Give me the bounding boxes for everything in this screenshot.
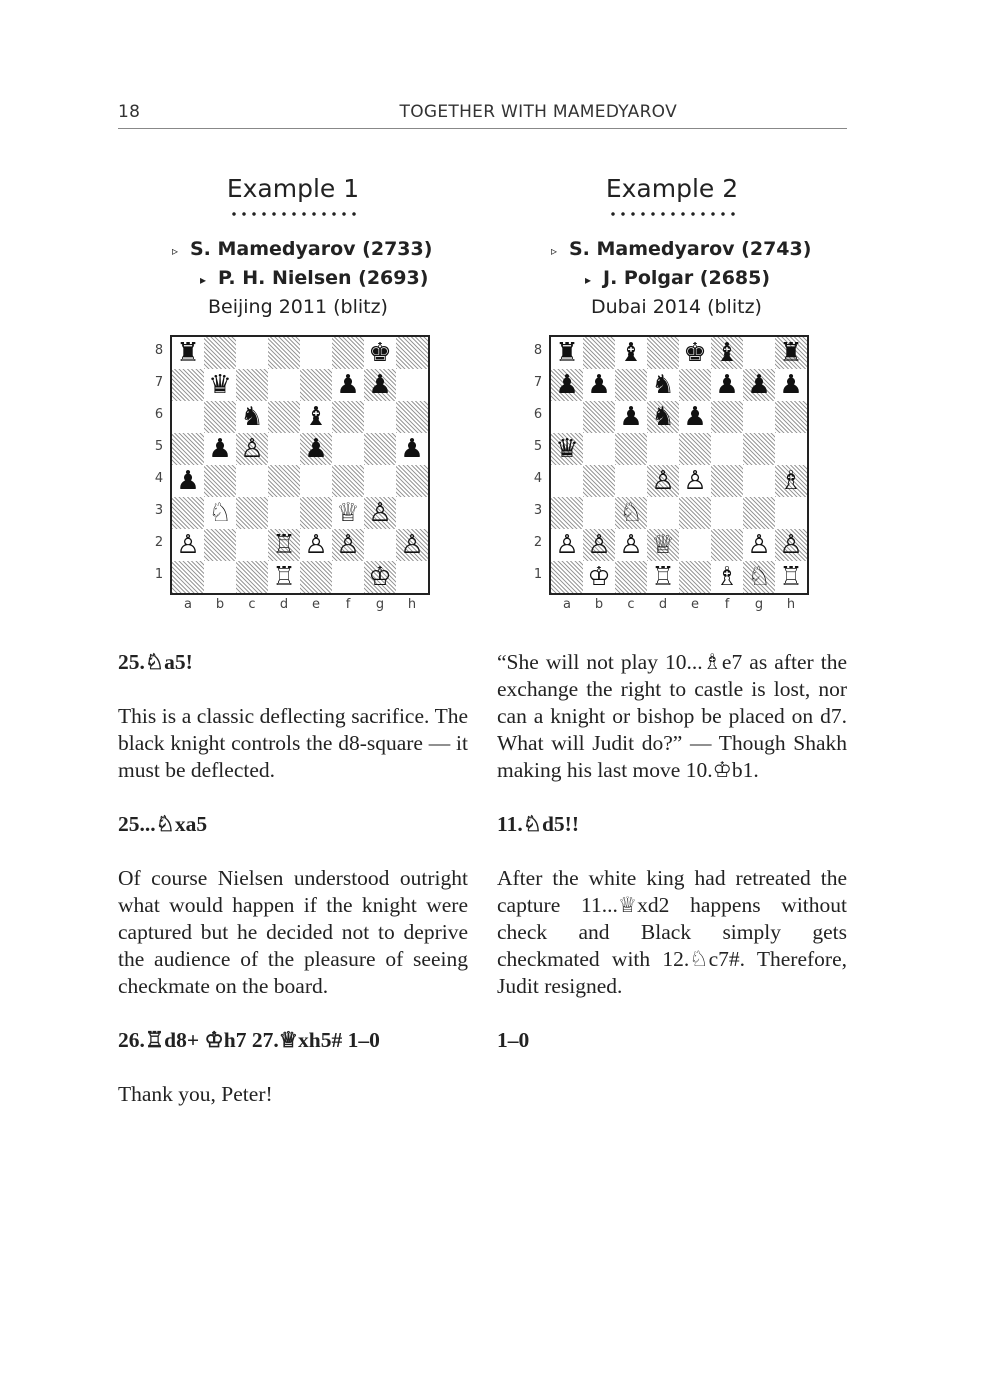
chess-piece-icon: ♙ <box>400 530 424 560</box>
square-d4 <box>647 465 679 497</box>
game-header <box>118 236 468 321</box>
example-title: Example 2 <box>605 174 739 203</box>
file-label: e <box>312 597 320 612</box>
square-e6 <box>679 401 711 433</box>
square-c8 <box>615 337 647 369</box>
square-f3 <box>711 497 743 529</box>
square-g8 <box>364 337 396 369</box>
white-to-move-icon: ▹ <box>551 244 558 258</box>
square-a8 <box>172 337 204 369</box>
rank-label: 2 <box>533 535 543 550</box>
chess-piece-icon: ♟ <box>715 370 739 400</box>
square-c1 <box>615 561 647 593</box>
chess-piece-icon: ♚ <box>368 338 392 368</box>
square-c8 <box>236 337 268 369</box>
square-g6 <box>743 401 775 433</box>
square-c4 <box>236 465 268 497</box>
file-label: c <box>627 597 635 612</box>
square-c6 <box>615 401 647 433</box>
square-b3 <box>204 497 236 529</box>
square-g3 <box>364 497 396 529</box>
square-b5 <box>583 433 615 465</box>
square-g3 <box>743 497 775 529</box>
square-f1 <box>332 561 364 593</box>
chess-piece-icon: ♙ <box>619 530 643 560</box>
square-d6 <box>268 401 300 433</box>
black-marker-icon: ▸ <box>585 273 592 287</box>
square-h5 <box>775 433 807 465</box>
square-c4 <box>615 465 647 497</box>
paragraph: “She will not play 10...♗e7 as after the exchange the right to castle is lost, nor can a knight or bishop be placed on d7. What will Judit do?” — Though Shakh making his last move 10.♔b1. <box>497 650 847 782</box>
square-f6 <box>332 401 364 433</box>
file-label: g <box>754 597 764 612</box>
chess-piece-icon: ♚ <box>683 338 707 368</box>
square-b7 <box>204 369 236 401</box>
black-player: ▸ J. Polgar (2685) <box>551 265 847 294</box>
file-label: d <box>279 597 289 612</box>
square-a4 <box>172 465 204 497</box>
rank-label: 6 <box>533 407 543 422</box>
square-a4 <box>551 465 583 497</box>
square-d8 <box>268 337 300 369</box>
running-header <box>118 100 847 129</box>
square-d2 <box>268 529 300 561</box>
square-g1 <box>743 561 775 593</box>
square-c7 <box>615 369 647 401</box>
square-f1 <box>711 561 743 593</box>
file-label: h <box>407 597 417 612</box>
square-g5 <box>743 433 775 465</box>
square-g8 <box>743 337 775 369</box>
title-dotted-underline <box>229 212 357 216</box>
file-label: d <box>658 597 668 612</box>
chess-piece-icon: ♕ <box>651 530 675 560</box>
square-g2 <box>364 529 396 561</box>
square-c3 <box>615 497 647 529</box>
square-g4 <box>743 465 775 497</box>
chess-board <box>170 335 430 595</box>
square-b8 <box>204 337 236 369</box>
move-line: 1–0 <box>497 1028 530 1052</box>
file-label: a <box>563 597 571 612</box>
square-h6 <box>775 401 807 433</box>
chess-piece-icon: ♖ <box>272 530 296 560</box>
file-labels <box>551 597 807 612</box>
commentary <box>118 649 468 1108</box>
chess-piece-icon: ♙ <box>587 530 611 560</box>
chess-piece-icon: ♟ <box>587 370 611 400</box>
square-b2 <box>583 529 615 561</box>
square-d5 <box>268 433 300 465</box>
square-a3 <box>551 497 583 529</box>
running-title: TOGETHER WITH MAMEDYAROV <box>399 102 677 122</box>
rank-label: 8 <box>154 343 164 358</box>
file-label: f <box>345 597 351 612</box>
chess-piece-icon: ♙ <box>555 530 579 560</box>
square-h2 <box>775 529 807 561</box>
chess-piece-icon: ♔ <box>587 562 611 592</box>
square-b6 <box>204 401 236 433</box>
chess-piece-icon: ♝ <box>619 338 643 368</box>
square-b2 <box>204 529 236 561</box>
chess-diagram <box>118 335 468 625</box>
square-a7 <box>551 369 583 401</box>
square-a3 <box>172 497 204 529</box>
chess-piece-icon: ♝ <box>715 338 739 368</box>
square-g4 <box>364 465 396 497</box>
chess-piece-icon: ♞ <box>240 402 264 432</box>
move-line: 25.♘a5! <box>118 650 193 674</box>
chess-piece-icon: ♟ <box>619 402 643 432</box>
square-b1 <box>204 561 236 593</box>
paragraph: This is a classic deflecting sacrifice. The black knight controls the d8-square — it must be deflected. <box>118 704 468 782</box>
chess-board <box>549 335 809 595</box>
white-player: ▹ S. Mamedyarov (2733) <box>172 236 468 265</box>
square-f5 <box>711 433 743 465</box>
rank-label: 2 <box>154 535 164 550</box>
square-f6 <box>711 401 743 433</box>
square-b7 <box>583 369 615 401</box>
square-h8 <box>775 337 807 369</box>
square-e5 <box>300 433 332 465</box>
square-h4 <box>396 465 428 497</box>
square-h3 <box>396 497 428 529</box>
rank-label: 4 <box>533 471 543 486</box>
paragraph: Thank you, Peter! <box>118 1082 273 1106</box>
chess-piece-icon: ♟ <box>779 370 803 400</box>
rank-label: 1 <box>533 567 543 582</box>
square-e3 <box>679 497 711 529</box>
file-label: g <box>375 597 385 612</box>
square-h8 <box>396 337 428 369</box>
chess-piece-icon: ♙ <box>747 530 771 560</box>
square-b8 <box>583 337 615 369</box>
file-label: h <box>786 597 796 612</box>
square-h3 <box>775 497 807 529</box>
move-line: 26.♖d8+ ♔h7 27.♕xh5# 1–0 <box>118 1028 380 1052</box>
chess-piece-icon: ♜ <box>176 338 200 368</box>
square-h7 <box>396 369 428 401</box>
square-a6 <box>172 401 204 433</box>
file-label: b <box>215 597 225 612</box>
chess-piece-icon: ♙ <box>683 466 707 496</box>
square-a8 <box>551 337 583 369</box>
square-e4 <box>300 465 332 497</box>
paragraph: Of course Nielsen understood outright what would happen if the knight were captured but he decided not to deprive the audience of the pleasure of seeing checkmate on the board. <box>118 866 468 998</box>
square-c5 <box>236 433 268 465</box>
square-f4 <box>332 465 364 497</box>
square-d5 <box>647 433 679 465</box>
rank-label: 4 <box>154 471 164 486</box>
file-labels <box>172 597 428 612</box>
chess-piece-icon: ♙ <box>779 530 803 560</box>
chess-piece-icon: ♔ <box>368 562 392 592</box>
rank-label: 1 <box>154 567 164 582</box>
chess-piece-icon: ♞ <box>651 370 675 400</box>
square-b4 <box>583 465 615 497</box>
rank-label: 5 <box>154 439 164 454</box>
file-label: a <box>184 597 192 612</box>
square-b5 <box>204 433 236 465</box>
chess-piece-icon: ♝ <box>304 402 328 432</box>
white-player: ▹ S. Mamedyarov (2743) <box>551 236 847 265</box>
chess-piece-icon: ♜ <box>779 338 803 368</box>
square-e6 <box>300 401 332 433</box>
chess-piece-icon: ♟ <box>304 434 328 464</box>
chess-piece-icon: ♙ <box>651 466 675 496</box>
chess-piece-icon: ♖ <box>272 562 296 592</box>
square-f3 <box>332 497 364 529</box>
rank-label: 3 <box>154 503 164 518</box>
square-c2 <box>236 529 268 561</box>
square-a1 <box>551 561 583 593</box>
rank-label: 6 <box>154 407 164 422</box>
file-label: b <box>594 597 604 612</box>
chess-piece-icon: ♘ <box>619 498 643 528</box>
commentary <box>497 649 847 1054</box>
event: Dubai 2014 (blitz) <box>591 296 762 318</box>
square-c6 <box>236 401 268 433</box>
event: Beijing 2011 (blitz) <box>208 296 388 318</box>
chess-piece-icon: ♟ <box>683 402 707 432</box>
square-d7 <box>268 369 300 401</box>
square-c1 <box>236 561 268 593</box>
rank-label: 7 <box>533 375 543 390</box>
move-line: 25...♘xa5 <box>118 812 208 836</box>
square-h1 <box>775 561 807 593</box>
chess-piece-icon: ♟ <box>176 466 200 496</box>
chess-piece-icon: ♞ <box>651 402 675 432</box>
square-e8 <box>300 337 332 369</box>
square-f4 <box>711 465 743 497</box>
square-b1 <box>583 561 615 593</box>
square-e4 <box>679 465 711 497</box>
square-h4 <box>775 465 807 497</box>
square-b4 <box>204 465 236 497</box>
square-f7 <box>332 369 364 401</box>
square-g7 <box>364 369 396 401</box>
chess-piece-icon: ♕ <box>336 498 360 528</box>
chess-piece-icon: ♟ <box>208 434 232 464</box>
chess-diagram <box>497 335 847 625</box>
rank-label: 5 <box>533 439 543 454</box>
title-dotted-underline <box>608 212 736 216</box>
square-a2 <box>551 529 583 561</box>
square-e7 <box>300 369 332 401</box>
file-label: f <box>724 597 730 612</box>
game-header <box>497 236 847 321</box>
square-g1 <box>364 561 396 593</box>
square-a2 <box>172 529 204 561</box>
square-h6 <box>396 401 428 433</box>
square-e3 <box>300 497 332 529</box>
chess-piece-icon: ♙ <box>240 434 264 464</box>
square-e2 <box>300 529 332 561</box>
file-label: c <box>248 597 256 612</box>
square-c3 <box>236 497 268 529</box>
white-to-move-icon: ▹ <box>172 244 179 258</box>
square-f2 <box>711 529 743 561</box>
square-e1 <box>679 561 711 593</box>
square-h5 <box>396 433 428 465</box>
square-d4 <box>268 465 300 497</box>
square-d1 <box>647 561 679 593</box>
rank-label: 7 <box>154 375 164 390</box>
chess-piece-icon: ♙ <box>336 530 360 560</box>
chess-piece-icon: ♟ <box>747 370 771 400</box>
file-label: e <box>691 597 699 612</box>
chess-piece-icon: ♘ <box>747 562 771 592</box>
chess-piece-icon: ♖ <box>779 562 803 592</box>
square-f5 <box>332 433 364 465</box>
paragraph: After the white king had retreated the capture 11...♕xd2 happens without check and Black simply gets checkmated with 12.♘c7#. Therefore, Judit resigned. <box>497 866 847 998</box>
rank-label: 8 <box>533 343 543 358</box>
black-marker-icon: ▸ <box>200 273 207 287</box>
example-1-column <box>118 170 468 1108</box>
square-f7 <box>711 369 743 401</box>
square-a7 <box>172 369 204 401</box>
square-c2 <box>615 529 647 561</box>
square-d6 <box>647 401 679 433</box>
square-d2 <box>647 529 679 561</box>
chess-piece-icon: ♟ <box>336 370 360 400</box>
square-a6 <box>551 401 583 433</box>
chess-piece-icon: ♟ <box>400 434 424 464</box>
square-g2 <box>743 529 775 561</box>
square-g7 <box>743 369 775 401</box>
square-g5 <box>364 433 396 465</box>
rank-label: 3 <box>533 503 543 518</box>
chess-piece-icon: ♜ <box>555 338 579 368</box>
chess-piece-icon: ♟ <box>555 370 579 400</box>
black-player: ▸ P. H. Nielsen (2693) <box>172 265 468 294</box>
example-title: Example 1 <box>226 174 360 203</box>
chess-piece-icon: ♗ <box>779 466 803 496</box>
chess-piece-icon: ♙ <box>304 530 328 560</box>
square-e1 <box>300 561 332 593</box>
square-d3 <box>268 497 300 529</box>
square-d7 <box>647 369 679 401</box>
square-c7 <box>236 369 268 401</box>
square-c5 <box>615 433 647 465</box>
square-d8 <box>647 337 679 369</box>
square-d1 <box>268 561 300 593</box>
page-number: 18 <box>118 102 141 122</box>
chess-piece-icon: ♛ <box>208 370 232 400</box>
square-a1 <box>172 561 204 593</box>
chess-piece-icon: ♟ <box>368 370 392 400</box>
square-h7 <box>775 369 807 401</box>
example-2-column <box>497 170 847 1054</box>
chess-piece-icon: ♙ <box>176 530 200 560</box>
square-h2 <box>396 529 428 561</box>
square-e2 <box>679 529 711 561</box>
square-g6 <box>364 401 396 433</box>
square-h1 <box>396 561 428 593</box>
square-a5 <box>551 433 583 465</box>
move-line: 11.♘d5!! <box>497 812 579 836</box>
square-e7 <box>679 369 711 401</box>
square-e8 <box>679 337 711 369</box>
square-f8 <box>332 337 364 369</box>
chess-piece-icon: ♗ <box>715 562 739 592</box>
square-a5 <box>172 433 204 465</box>
square-b6 <box>583 401 615 433</box>
chess-piece-icon: ♛ <box>555 434 579 464</box>
square-e5 <box>679 433 711 465</box>
chess-piece-icon: ♙ <box>368 498 392 528</box>
chess-piece-icon: ♖ <box>651 562 675 592</box>
chess-piece-icon: ♘ <box>208 498 232 528</box>
square-f2 <box>332 529 364 561</box>
square-d3 <box>647 497 679 529</box>
square-b3 <box>583 497 615 529</box>
square-f8 <box>711 337 743 369</box>
